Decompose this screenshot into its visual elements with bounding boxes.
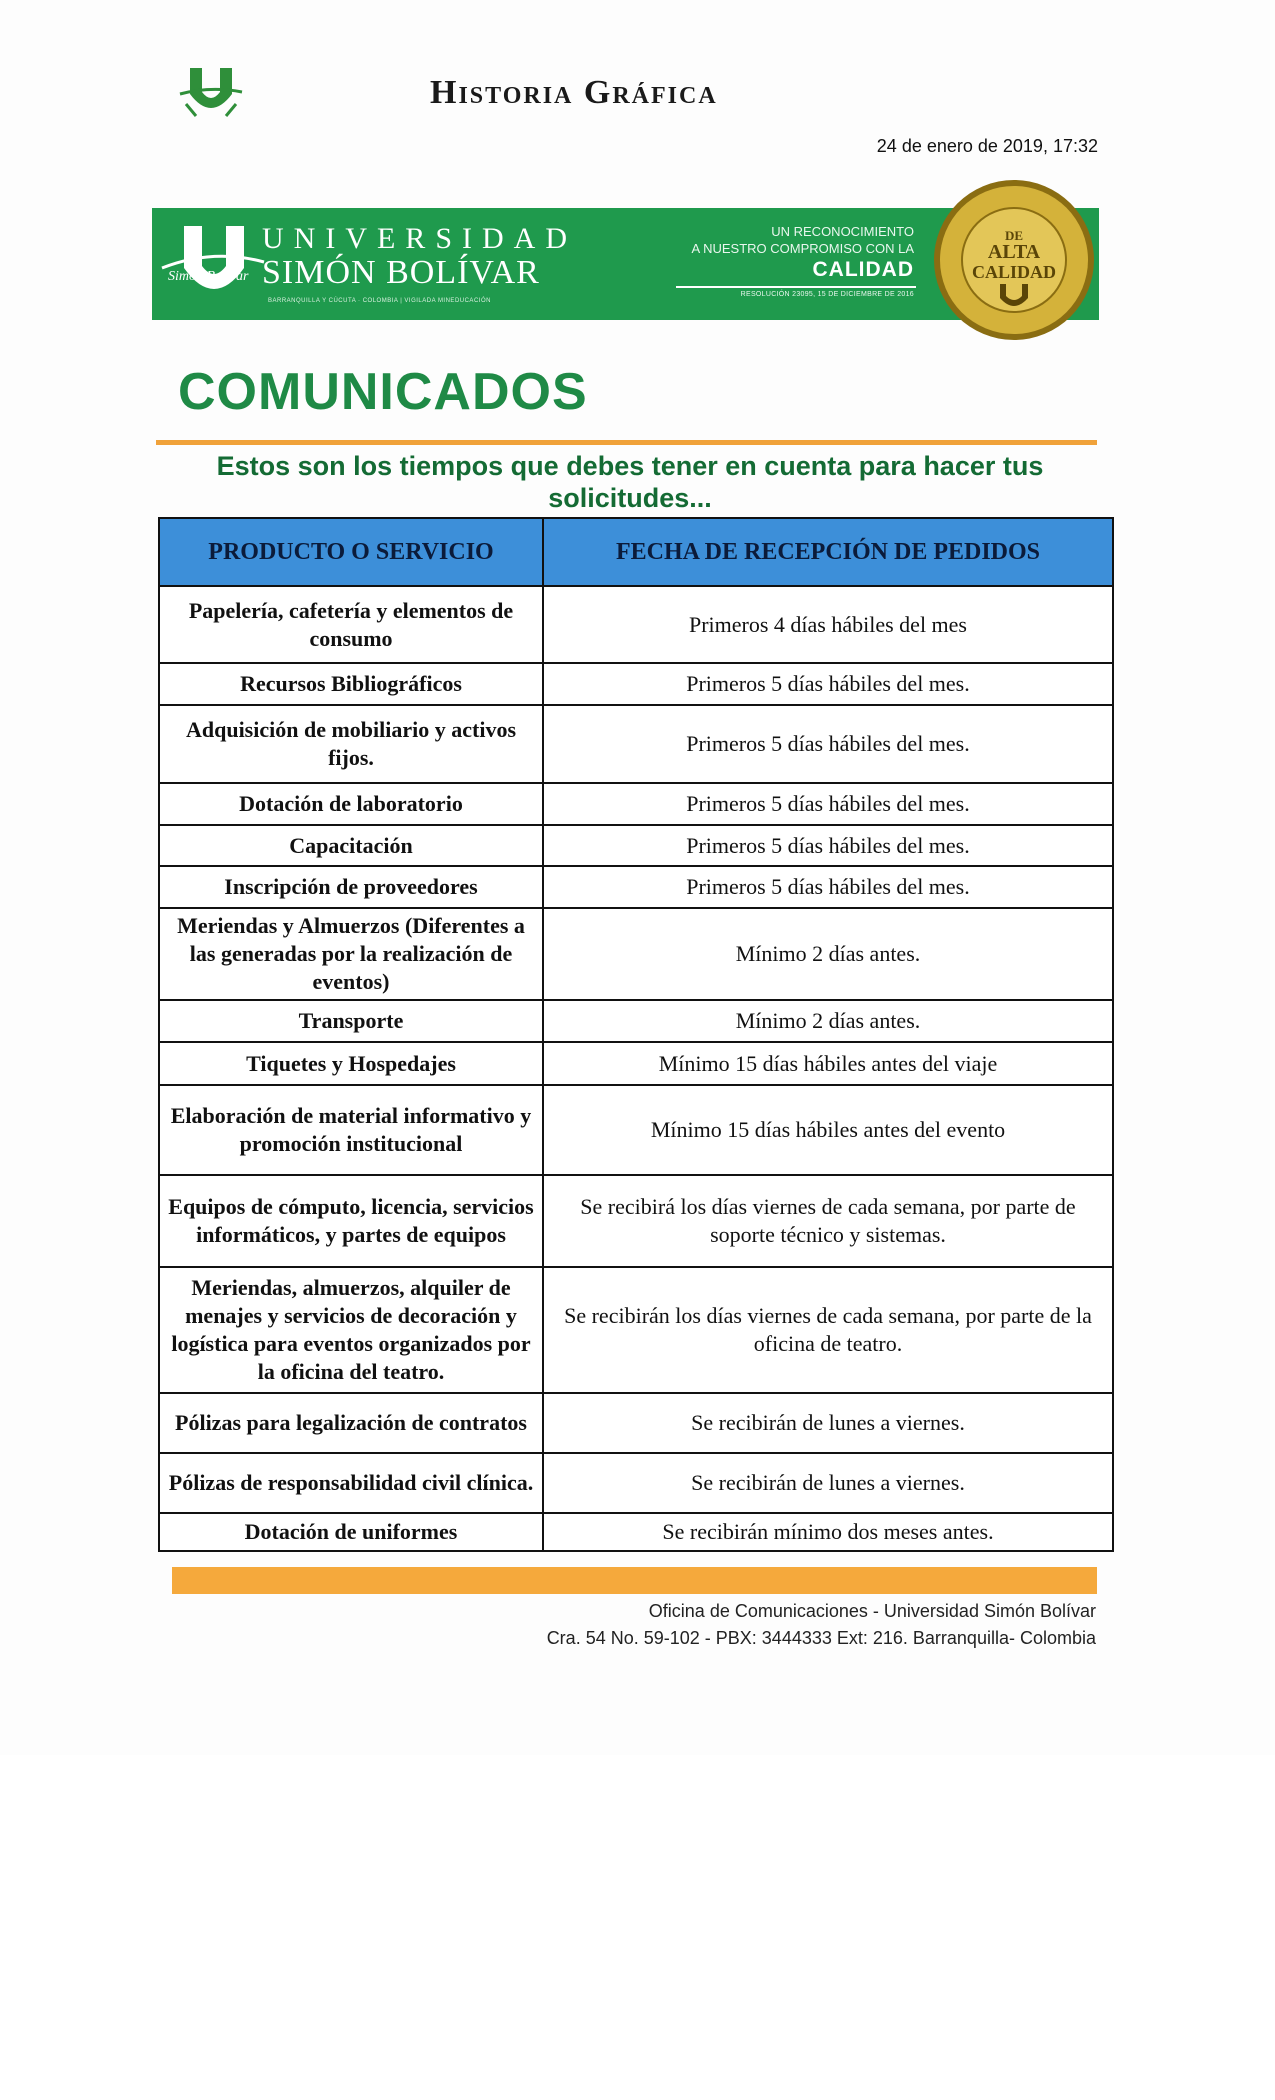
table-row <box>159 866 1113 908</box>
table-row <box>159 705 1113 783</box>
university-name-line2: SIMÓN BOLÍVAR <box>262 254 540 291</box>
product-cell: Transporte <box>159 1000 543 1042</box>
date-cell: Mínimo 15 días hábiles antes del viaje <box>543 1042 1113 1085</box>
svg-text:DE: DE <box>1004 228 1024 243</box>
product-cell: Dotación de uniformes <box>159 1513 543 1551</box>
table-row <box>159 908 1113 1000</box>
svg-text:Simón Bolívar: Simón Bolívar <box>168 269 249 284</box>
date-cell: Primeros 5 días hábiles del mes. <box>543 866 1113 908</box>
product-cell: Recursos Bibliográficos <box>159 663 543 705</box>
footer-address: Cra. 54 No. 59-102 - PBX: 3444333 Ext: 216. Barranquilla- Colombia <box>546 1628 1096 1648</box>
recognition-line1: UN RECONOCIMIENTO <box>771 224 914 239</box>
table-row <box>159 783 1113 825</box>
product-cell: Tiquetes y Hospedajes <box>159 1042 543 1085</box>
request-times-table <box>158 517 1114 1552</box>
table-row <box>159 1513 1113 1551</box>
product-cell: Dotación de laboratorio <box>159 783 543 825</box>
header-date: FECHA DE RECEPCIÓN DE PEDIDOS <box>543 518 1113 586</box>
section-divider <box>156 440 1097 445</box>
product-cell: Meriendas, almuerzos, alquiler de menajes y servicios de decoración y logística para eventos organizados por la oficina del teatro. <box>159 1267 543 1393</box>
document-datetime: 24 de enero de 2019, 17:32 <box>876 136 1098 156</box>
recognition-line2: A NUESTRO COMPROMISO CON LA <box>691 241 914 256</box>
date-cell: Primeros 5 días hábiles del mes. <box>543 705 1113 783</box>
date-cell: Primeros 5 días hábiles del mes. <box>543 663 1113 705</box>
date-cell: Mínimo 2 días antes. <box>543 908 1113 1000</box>
table-row <box>159 825 1113 866</box>
table-row <box>159 1175 1113 1267</box>
resolution-text: RESOLUCIÓN 23095, 15 DE DICIEMBRE DE 2016 <box>740 291 914 298</box>
date-cell: Se recibirán mínimo dos meses antes. <box>543 1513 1113 1551</box>
quality-seal-icon <box>932 178 1096 342</box>
table-header-row <box>159 518 1113 586</box>
date-cell: Mínimo 2 días antes. <box>543 1000 1113 1042</box>
university-subtext: BARRANQUILLA Y CÚCUTA · COLOMBIA | VIGILADA MINEDUCACIÓN <box>268 298 491 304</box>
footer-office: Oficina de Comunicaciones - Universidad Simón Bolívar <box>648 1601 1096 1621</box>
document-title: Historia Gráfica <box>430 74 718 111</box>
university-name-line1: UNIVERSIDAD <box>262 222 577 255</box>
university-logo-icon <box>176 64 246 122</box>
table-row <box>159 586 1113 663</box>
date-cell: Primeros 4 días hábiles del mes <box>543 586 1113 663</box>
product-cell: Adquisición de mobiliario y activos fijos. <box>159 705 543 783</box>
date-cell: Se recibirán los días viernes de cada semana, por parte de la oficina de teatro. <box>543 1267 1113 1393</box>
date-cell: Se recibirá los días viernes de cada semana, por parte de soporte técnico y sistemas. <box>543 1175 1113 1267</box>
product-cell: Pólizas para legalización de contratos <box>159 1393 543 1453</box>
table-row <box>159 1453 1113 1513</box>
product-cell: Capacitación <box>159 825 543 866</box>
svg-text:CALIDAD: CALIDAD <box>971 262 1057 282</box>
table-row <box>159 1085 1113 1175</box>
date-cell: Se recibirán de lunes a viernes. <box>543 1453 1113 1513</box>
product-cell: Papelería, cafetería y elementos de consumo <box>159 586 543 663</box>
table-row <box>159 663 1113 705</box>
header-product: PRODUCTO O SERVICIO <box>159 518 543 586</box>
table-row <box>159 1042 1113 1085</box>
section-subtitle: Estos son los tiempos que debes tener en cuenta para hacer tus solicitudes... <box>216 451 1044 513</box>
blank-area <box>0 1755 1275 2100</box>
product-cell: Meriendas y Almuerzos (Diferentes a las generadas por la realización de eventos) <box>159 908 543 1000</box>
banner-logo-icon <box>158 218 268 310</box>
section-title: COMUNICADOS <box>178 363 588 421</box>
table-bottom-bar <box>172 1567 1097 1594</box>
date-cell: Primeros 5 días hábiles del mes. <box>543 783 1113 825</box>
date-cell: Se recibirán de lunes a viernes. <box>543 1393 1113 1453</box>
svg-text:ALTA: ALTA <box>987 241 1041 263</box>
table-row <box>159 1000 1113 1042</box>
product-cell: Elaboración de material informativo y promoción institucional <box>159 1085 543 1175</box>
product-cell: Pólizas de responsabilidad civil clínica. <box>159 1453 543 1513</box>
product-cell: Inscripción de proveedores <box>159 866 543 908</box>
table-row <box>159 1267 1113 1393</box>
product-cell: Equipos de cómputo, licencia, servicios informáticos, y partes de equipos <box>159 1175 543 1267</box>
recognition-calidad: CALIDAD <box>812 258 914 281</box>
recognition-divider <box>676 286 916 288</box>
date-cell: Mínimo 15 días hábiles antes del evento <box>543 1085 1113 1175</box>
table-row <box>159 1393 1113 1453</box>
date-cell: Primeros 5 días hábiles del mes. <box>543 825 1113 866</box>
